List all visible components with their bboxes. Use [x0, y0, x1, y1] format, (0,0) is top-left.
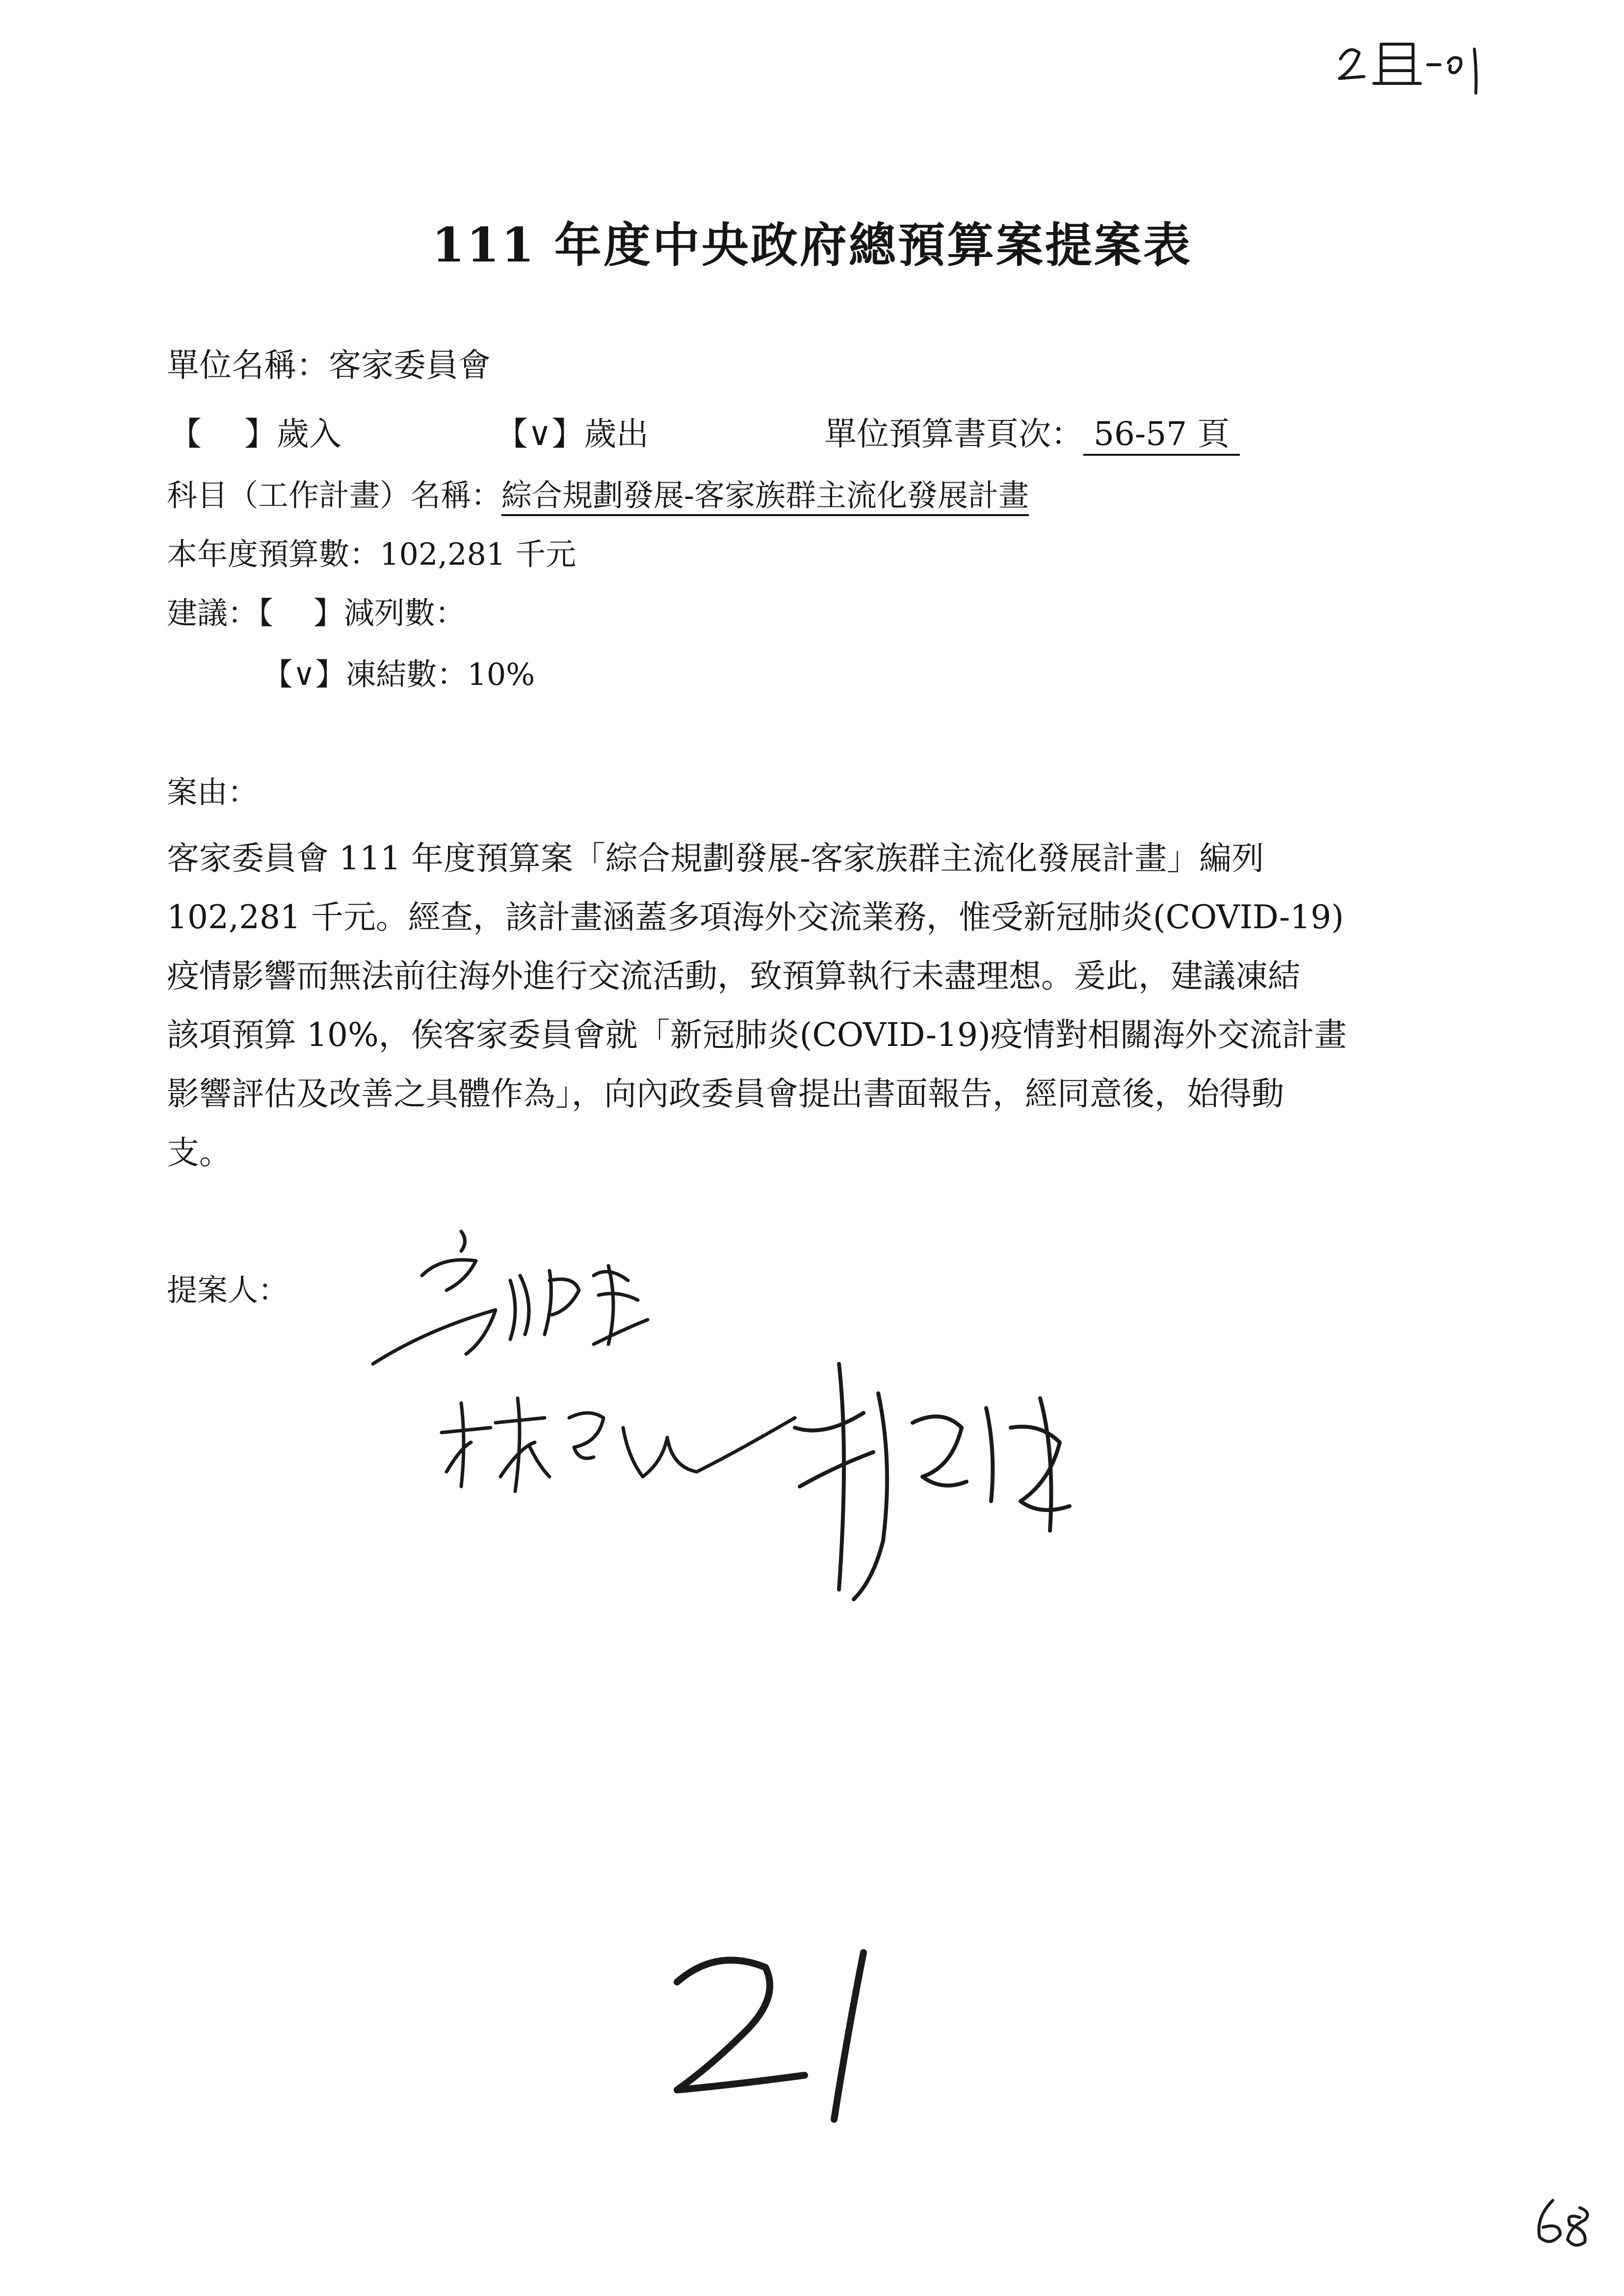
budget-page-value: 56-57 頁 [1083, 415, 1240, 456]
signature-2 [432, 1388, 805, 1516]
subject-label: 科目（工作計畫）名稱： [167, 477, 502, 513]
current-budget-value: 102,281 千元 [380, 536, 576, 572]
expenditure-label: 歲出 [584, 415, 649, 453]
reason-line: 疫情影響而無法前往海外進行交流活動，致預算執行未盡理想。爰此，建議凍結 [167, 957, 1300, 995]
suggestion-label: 建議： [167, 595, 259, 631]
reason-line: 該項預算 10%，俟客家委員會就「新冠肺炎(COVID-19)疫情對相關海外交流計畫 [167, 1016, 1347, 1054]
revenue-checkbox[interactable]: 【 】 [169, 415, 277, 453]
unit-row [167, 343, 491, 388]
document-title: 111 年度中央政府總預算案提案表 [432, 217, 1192, 273]
unit-value: 客家委員會 [329, 346, 491, 384]
handwritten-number [657, 1938, 903, 2134]
subject-row [167, 473, 1029, 518]
reduce-checkbox[interactable]: 【 】 [258, 595, 344, 631]
freeze-label: 凍結數： [345, 656, 468, 692]
expenditure-checkbox[interactable]: 【∨】 [496, 415, 584, 453]
freeze-value: 10% [467, 656, 535, 692]
revenue-option [169, 412, 341, 456]
expenditure-option [496, 412, 649, 456]
unit-label: 單位名稱： [167, 346, 329, 384]
suggestion-freeze-row [262, 652, 535, 697]
reason-line: 影響評估及改善之具體作為」，向內政委員會提出書面報告，經同意後，始得動 [167, 1075, 1284, 1113]
reason-line: 客家委員會 111 年度預算案「綜合規劃發展-客家族群主流化發展計畫」編列 [167, 839, 1264, 877]
reason-line: 102,281 千元。經查，該計畫涵蓋多項海外交流業務，惟受新冠肺炎(COVID-19) [167, 898, 1344, 936]
corner-handwritten-note [1335, 29, 1501, 103]
reason-body [167, 829, 1511, 1182]
reason-label: 案由： [167, 774, 259, 810]
current-budget-label: 本年度預算數： [167, 536, 380, 572]
revenue-label: 歲入 [276, 415, 341, 453]
page-number [1531, 2193, 1604, 2252]
freeze-checkbox[interactable]: 【∨】 [262, 656, 346, 692]
subject-value: 綜合規劃發展-客家族群主流化發展計畫 [501, 477, 1029, 516]
reduce-label: 減列數： [343, 595, 466, 631]
proposer-label: 提案人： [167, 1272, 289, 1308]
signature-3 [765, 1354, 1109, 1609]
current-budget-row [167, 532, 576, 576]
signature-1 [363, 1222, 667, 1379]
budget-page-row [824, 412, 1240, 456]
suggestion-reduce-row [167, 591, 466, 635]
budget-page-label: 單位預算書頁次： [824, 415, 1083, 453]
reason-line: 支。 [167, 1134, 232, 1172]
